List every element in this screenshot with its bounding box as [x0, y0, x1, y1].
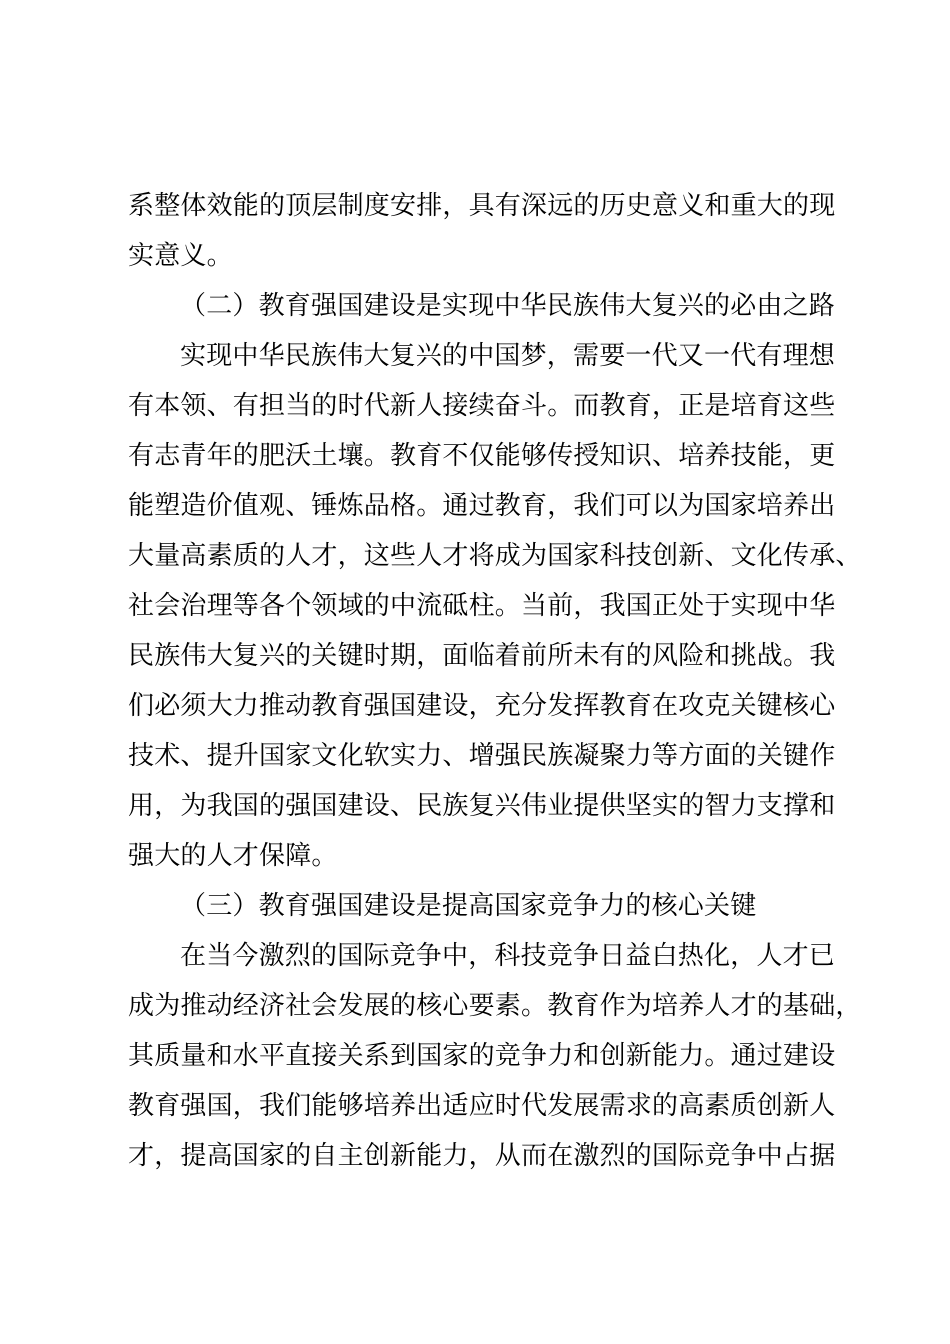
body-text-line: 技术、提升国家文化软实力、增强民族凝聚力等方面的关键作 [128, 741, 836, 771]
body-text-line: 们必须大力推动教育强国建设，充分发挥教育在攻克关键核心 [128, 691, 836, 721]
body-text-line: 教育强国，我们能够培养出适应时代发展需求的高素质创新人 [128, 1091, 836, 1121]
body-text-line: 有志青年的肥沃土壤。教育不仅能够传授知识、培养技能，更 [128, 441, 836, 471]
body-text-line: 其质量和水平直接关系到国家的竞争力和创新能力。通过建设 [128, 1041, 836, 1071]
body-text-line: 才，提高国家的自主创新能力，从而在激烈的国际竞争中占据 [128, 1141, 836, 1171]
body-text-line: 能塑造价值观、锤炼品格。通过教育，我们可以为国家培养出 [128, 491, 836, 521]
section-heading-2: （二）教育强国建设是实现中华民族伟大复兴的必由之路 [180, 291, 836, 321]
body-text-line: 成为推动经济社会发展的核心要素。教育作为培养人才的基础， [128, 991, 862, 1021]
body-text-line: 有本领、有担当的时代新人接续奋斗。而教育，正是培育这些 [128, 391, 836, 421]
section-heading-3: （三）教育强国建设是提高国家竞争力的核心关键 [180, 891, 757, 921]
body-text-line: 在当今激烈的国际竞争中，科技竞争日益白热化，人才已 [180, 941, 836, 971]
body-text-line: 实意义。 [128, 241, 233, 271]
body-text-line: 强大的人才保障。 [128, 841, 338, 871]
body-text-line: 用，为我国的强国建设、民族复兴伟业提供坚实的智力支撑和 [128, 791, 836, 821]
body-text-line: 社会治理等各个领域的中流砥柱。当前，我国正处于实现中华 [128, 591, 836, 621]
body-text-line: 实现中华民族伟大复兴的中国梦，需要一代又一代有理想 [180, 341, 836, 371]
body-text-line: 系整体效能的顶层制度安排，具有深远的历史意义和重大的现 [128, 191, 836, 221]
body-text-line: 大量高素质的人才，这些人才将成为国家科技创新、文化传承、 [128, 541, 862, 571]
body-text-line: 民族伟大复兴的关键时期，面临着前所未有的风险和挑战。我 [128, 641, 836, 671]
